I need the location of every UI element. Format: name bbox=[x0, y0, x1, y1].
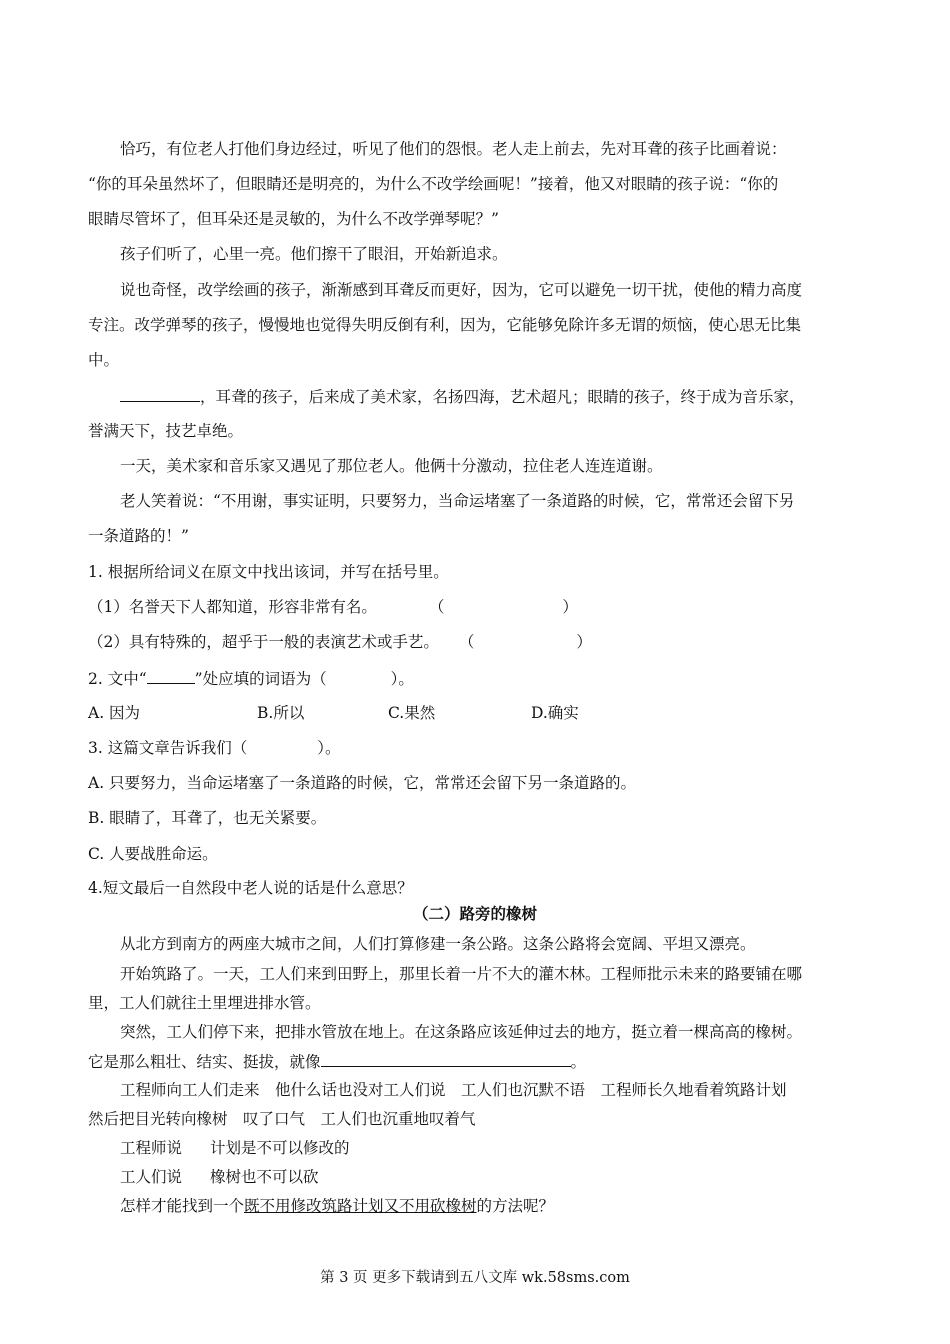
para4-text: ，耳聋的孩子，后来成了美术家，名扬四海，艺术超凡；眼睛的孩子，终于成为音乐家， bbox=[200, 388, 805, 406]
para3-line3: 中。 bbox=[88, 351, 120, 369]
p2-line7: 然后把目光转向橡树 叹了口气 工人们也沉重地叹着气 bbox=[88, 1110, 476, 1128]
q2-option-c: C.果然 bbox=[388, 704, 436, 722]
question-4: 4.短文最后一自然段中老人说的话是什么意思？ bbox=[88, 879, 413, 897]
quoted-blank bbox=[147, 667, 195, 684]
para1-line3: 眼睛尽管坏了，但耳朵还是灵敏的，为什么不改学弹琴呢？” bbox=[88, 210, 499, 228]
para6-line2: 一条道路的！” bbox=[88, 527, 189, 545]
para2: 孩子们听了，心里一亮。他们擦干了眼泪，开始新追求。 bbox=[120, 245, 508, 263]
para1-line2: “你的耳朵虽然坏了，但眼睛还是明亮的，为什么不改学绘画呢！”接着，他又对眼睛的孩子说：“你的 bbox=[88, 175, 779, 193]
section-title: （二）路旁的橡树 bbox=[412, 904, 537, 923]
para4-line1 bbox=[120, 385, 805, 408]
page-footer: 第 3 页 更多下载请到五八文库 wk.58sms.com bbox=[320, 1270, 630, 1286]
question-1-a: （1）名誉天下人都知道，形容非常有名。 （ ） bbox=[88, 598, 578, 616]
q3-option-b: B. 眼睛了，耳聋了，也无关紧要。 bbox=[88, 809, 327, 827]
para6-line1: 老人笑着说：“不用谢，事实证明，只要努力，当命运堵塞了一条道路的时候，它，常常还会留下另 bbox=[120, 492, 795, 510]
question-1-b: （2）具有特殊的，超乎于一般的表演艺术或手艺。 （ ） bbox=[88, 633, 592, 651]
para3-line1: 说也奇怪，改学绘画的孩子，渐渐感到耳聋反而更好，因为，它可以避免一切干扰，使他的精力高度 bbox=[120, 281, 803, 299]
simile-blank[interactable] bbox=[321, 1050, 571, 1067]
q3-option-c: C. 人要战胜命运。 bbox=[88, 845, 218, 863]
p2-line4: 突然，工人们停下来，把排水管放在地上。在这条路应该延伸过去的地方，挺立着一棵高高的橡树。 bbox=[120, 1023, 803, 1041]
underlined-phrase: 既不用修改筑路计划又不用砍橡树 bbox=[244, 1197, 477, 1215]
p2-line8: 工程师说 计划是不可以修改的 bbox=[120, 1139, 350, 1157]
question-3: 3. 这篇文章告诉我们（ ）。 bbox=[88, 739, 341, 757]
para3-line2: 专注。改学弹琴的孩子，慢慢地也觉得失明反倒有利，因为，它能够免除许多无谓的烦恼，使心思无比集 bbox=[88, 316, 802, 334]
para5: 一天，美术家和音乐家又遇见了那位老人。他俩十分激动，拉住老人连连道谢。 bbox=[120, 457, 663, 475]
q2-option-d: D.确实 bbox=[531, 704, 579, 722]
question-1: 1. 根据所给词义在原文中找出该词，并写在括号里。 bbox=[88, 563, 449, 581]
para1-line1: 恰巧，有位老人打他们身边经过，听见了他们的怨恨。老人走上前去，先对耳聋的孩子比画着说： bbox=[120, 140, 787, 158]
p2-line1: 从北方到南方的两座大城市之间，人们打算修建一条公路。这条公路将会宽阔、平坦又漂亮。 bbox=[120, 935, 756, 953]
p2-line9: 工人们说 橡树也不可以砍 bbox=[120, 1168, 319, 1186]
question-2: 2. 文中“ ”处应填的词语为（ ）。 bbox=[88, 667, 414, 690]
p2-line2: 开始筑路了。一天，工人们来到田野上，那里长着一片不大的灌木林。工程师批示未来的路要铺在哪 bbox=[120, 965, 803, 983]
para4-line2: 誉满天下，技艺卓绝。 bbox=[88, 422, 244, 440]
p2-line3: 里，工人们就往土里埋进排水管。 bbox=[88, 994, 321, 1012]
q2-option-a: A. 因为 bbox=[88, 704, 141, 722]
fill-blank[interactable] bbox=[120, 385, 200, 402]
p2-line10: 怎样才能找到一个既不用修改筑路计划又不用砍橡树的方法呢？ bbox=[120, 1197, 555, 1215]
q2-option-b: B.所以 bbox=[257, 704, 305, 722]
p2-line6: 工程师向工人们走来 他什么话也没对工人们说 工人们也沉默不语 工程师长久地看着筑路计划 bbox=[120, 1081, 787, 1099]
p2-line5: 它是那么粗壮、结实、挺拔，就像 。 bbox=[88, 1050, 586, 1073]
q3-option-a: A. 只要努力，当命运堵塞了一条道路的时候，它，常常还会留下另一条道路的。 bbox=[88, 774, 637, 792]
